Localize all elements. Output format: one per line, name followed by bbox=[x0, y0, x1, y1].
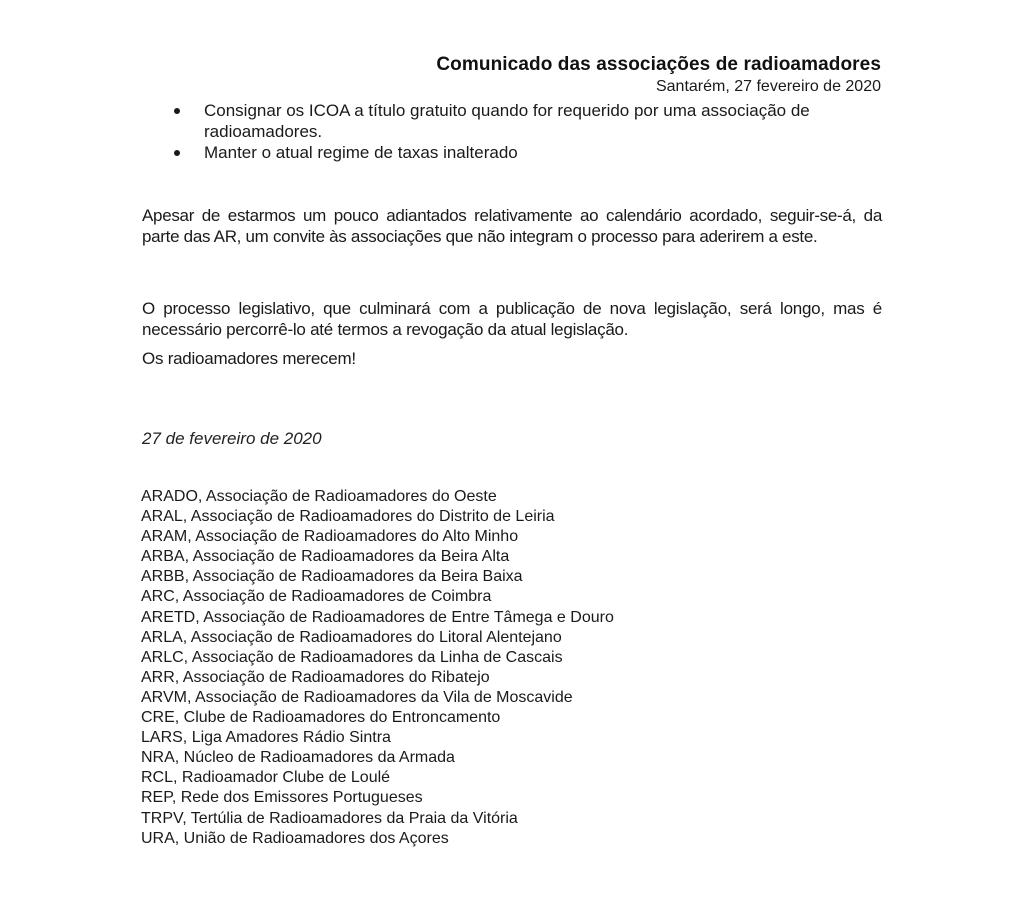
list-item: NRA, Núcleo de Radioamadores da Armada bbox=[141, 749, 455, 767]
paragraph-legislative-process: O processo legislativo, que culminará com a publicação de nova legislação, será longo, mas é necessário percorrê-lo até termos a revogação da atual legislação. bbox=[142, 299, 882, 339]
associations-list bbox=[141, 487, 614, 849]
bullet-icon bbox=[174, 108, 180, 114]
list-item: ARC, Associação de Radioamadores de Coimbra bbox=[141, 588, 492, 606]
list-item: REP, Rede dos Emissores Portugueses bbox=[141, 789, 423, 807]
paragraph-closing: Os radioamadores merecem! bbox=[142, 349, 356, 368]
signature-date: 27 de fevereiro de 2020 bbox=[142, 429, 322, 448]
list-item: ARADO, Associação de Radioamadores do Oeste bbox=[141, 488, 497, 505]
list-item: ARVM, Associação de Radioamadores da Vila de Moscavide bbox=[141, 688, 573, 706]
list-item: CRE, Clube de Radioamadores do Entroncamento bbox=[141, 709, 501, 727]
bullet-text: Consignar os ICOA a título gratuito quando for requerido por uma associação de radioamadores. bbox=[204, 101, 810, 141]
bullet-icon bbox=[174, 150, 180, 156]
paragraph-invitation: Apesar de estarmos um pouco adiantados relativamente ao calendário acordado, seguir-se-á, da parte das AR, um convite às associações que não integram o processo para aderirem a este. bbox=[142, 206, 882, 246]
bullet-list bbox=[172, 100, 892, 163]
list-item: ARETD, Associação de Radioamadores de Entre Tâmega e Douro bbox=[141, 608, 614, 626]
list-item: ARAM, Associação de Radioamadores do Alto Minho bbox=[141, 528, 519, 546]
list-item: ARR, Associação de Radioamadores do Ribatejo bbox=[141, 668, 490, 686]
list-item: TRPV, Tertúlia de Radioamadores da Praia da Vitória bbox=[141, 809, 518, 827]
list-item: ARAL, Associação de Radioamadores do Distrito de Leiria bbox=[141, 508, 555, 526]
bullet-text: Manter o atual regime de taxas inalterado bbox=[204, 143, 518, 162]
list-item: ARLC, Associação de Radioamadores da Linha de Cascais bbox=[141, 648, 563, 666]
list-item: ARLA, Associação de Radioamadores do Litoral Alentejano bbox=[141, 628, 562, 646]
list-item: ARBA, Associação de Radioamadores da Beira Alta bbox=[141, 548, 510, 566]
bullet-item bbox=[172, 100, 892, 142]
bullet-item bbox=[172, 142, 892, 163]
list-item: LARS, Liga Amadores Rádio Sintra bbox=[141, 729, 391, 747]
place-date: Santarém, 27 fevereiro de 2020 bbox=[655, 78, 881, 95]
list-item: URA, União de Radioamadores dos Açores bbox=[141, 829, 449, 847]
list-item: RCL, Radioamador Clube de Loulé bbox=[141, 769, 391, 787]
list-item: ARBB, Associação de Radioamadores da Beira Baixa bbox=[141, 568, 523, 586]
document-title: Comunicado das associações de radioamadores bbox=[436, 54, 881, 75]
